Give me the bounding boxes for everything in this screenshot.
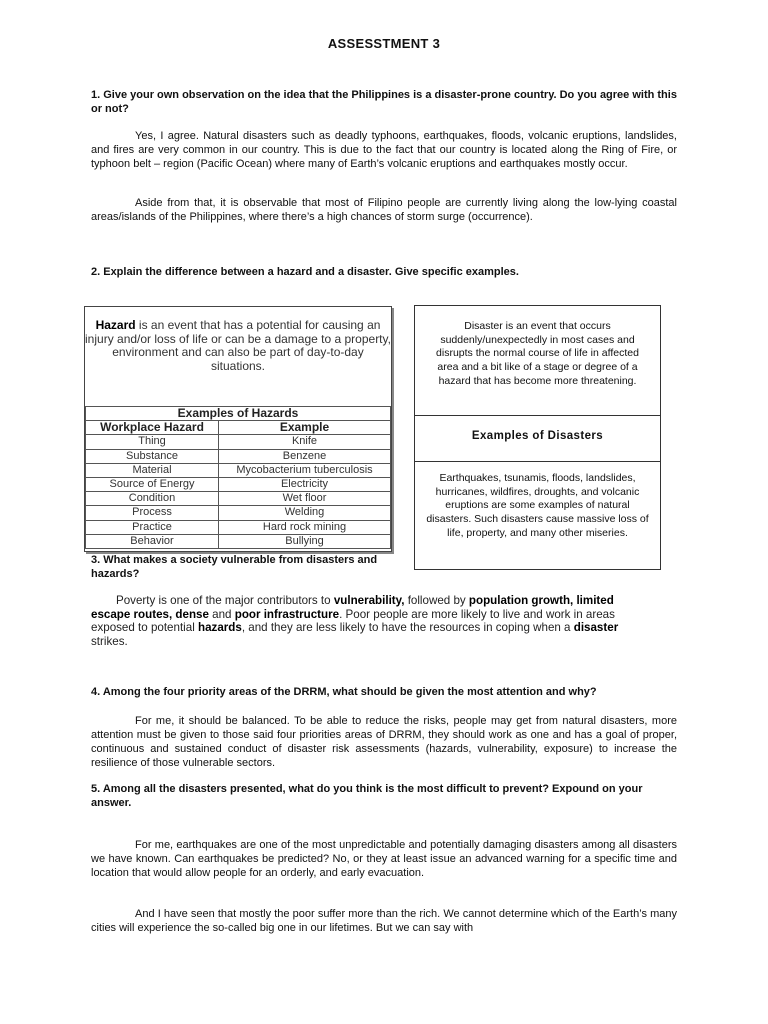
column-header-workplace-hazard: Workplace Hazard xyxy=(86,421,219,435)
answer-3-paragraph: Poverty is one of the major contributors to vulnerability, followed by population growth, limited escape routes, dense and poor infrastructure. Poor people are more likely to live and work in areas exposed to potential hazards, and they are less likely to have the resources in coping when a disaster strikes. xyxy=(91,594,619,648)
table-row: Substance Benzene xyxy=(86,449,391,463)
hazard-definition-text: is an event that has a potential for causing an injury and/or loss of life or can be a damage to a property, environment and can also be part of day-to-day situations. xyxy=(85,318,391,373)
hazard-examples-table xyxy=(85,406,391,549)
answer-1-paragraph-1: Yes, I agree. Natural disasters such as deadly typhoons, earthquakes, floods, volcanic eruptions, landslides, and fires are very common in our country. This is due to the fact that our country is located along the Ring of Fire, or typhoon belt – region (Pacific Ocean) where many of Earth’s volcanic eruptions and earthquakes mostly occur. xyxy=(91,130,677,170)
examples-of-disasters-title: Examples of Disasters xyxy=(471,430,604,442)
table-row: Behavior Bullying xyxy=(86,534,391,548)
answer-5-paragraph-2: And I have seen that mostly the poor suffer more than the rich. We cannot determine which of the Earth’s many cities will experience the so-called big one in our lifetimes. But we can say with xyxy=(91,908,677,934)
disaster-box xyxy=(414,305,661,570)
hazard-term: Hazard xyxy=(95,318,136,332)
examples-of-hazards-title: Examples of Hazards xyxy=(86,407,391,421)
page-title: ASSESSTMENT 3 xyxy=(327,36,441,51)
divider xyxy=(415,415,660,416)
table-row: Condition Wet floor xyxy=(86,492,391,506)
question-2: 2. Explain the difference between a hazard and a disaster. Give specific examples. xyxy=(91,266,519,278)
answer-5-paragraph-1: For me, earthquakes are one of the most unpredictable and potentially damaging disasters among all disasters we have known. Can earthquakes be predicted? No, or they at least issue an advanced warning for a specific time and location that would allow people for an orderly, and early evacuation. xyxy=(91,839,677,879)
answer-1-paragraph-2: Aside from that, it is observable that most of Filipino people are currently living along the low-lying coastal areas/islands of the Philippines, where there’s a high chances of storm surge (occurrence). xyxy=(91,197,677,223)
hazard-definition xyxy=(85,319,391,373)
table-row: Source of Energy Electricity xyxy=(86,477,391,491)
column-header-example: Example xyxy=(219,421,391,435)
answer-4-paragraph: For me, it should be balanced. To be able to reduce the risks, people may get from natural disasters, more attention must be given to those said four priorities areas of DRRM, they should work as one and has a goal of proper, continuous and sustained conduct of disaster risk assessments (hazards, vulnerability, exposure) to increase the resilience of those vulnerable sectors. xyxy=(91,715,677,769)
question-3: 3. What makes a society vulnerable from disasters and hazards? xyxy=(91,554,378,580)
table-row: Practice Hard rock mining xyxy=(86,520,391,534)
question-5: 5. Among all the disasters presented, what do you think is the most difficult to prevent? Expound on your answer. xyxy=(91,783,643,809)
question-4: 4. Among the four priority areas of the DRRM, what should be given the most attention and why? xyxy=(91,686,597,698)
table-row: Process Welding xyxy=(86,506,391,520)
divider xyxy=(415,461,660,462)
hazard-box xyxy=(84,306,392,552)
disaster-examples-text: Earthquakes, tsunamis, floods, landslides, hurricanes, wildfires, droughts, and volcanic eruptions are some examples of natural disasters. Such disasters cause massive loss of life, property, and many other miseries. xyxy=(426,472,649,539)
table-row: Thing Knife xyxy=(86,435,391,449)
disaster-definition: Disaster is an event that occurs suddenly/unexpectedly in most cases and disrupts the normal course of life in affected area and a bit like of a stage or degree of a hazard that has become more threatening. xyxy=(436,320,639,387)
question-1: 1. Give your own observation on the idea that the Philippines is a disaster-prone country. Do you agree with this or not? xyxy=(91,89,677,115)
table-row: Material Mycobacterium tuberculosis xyxy=(86,463,391,477)
